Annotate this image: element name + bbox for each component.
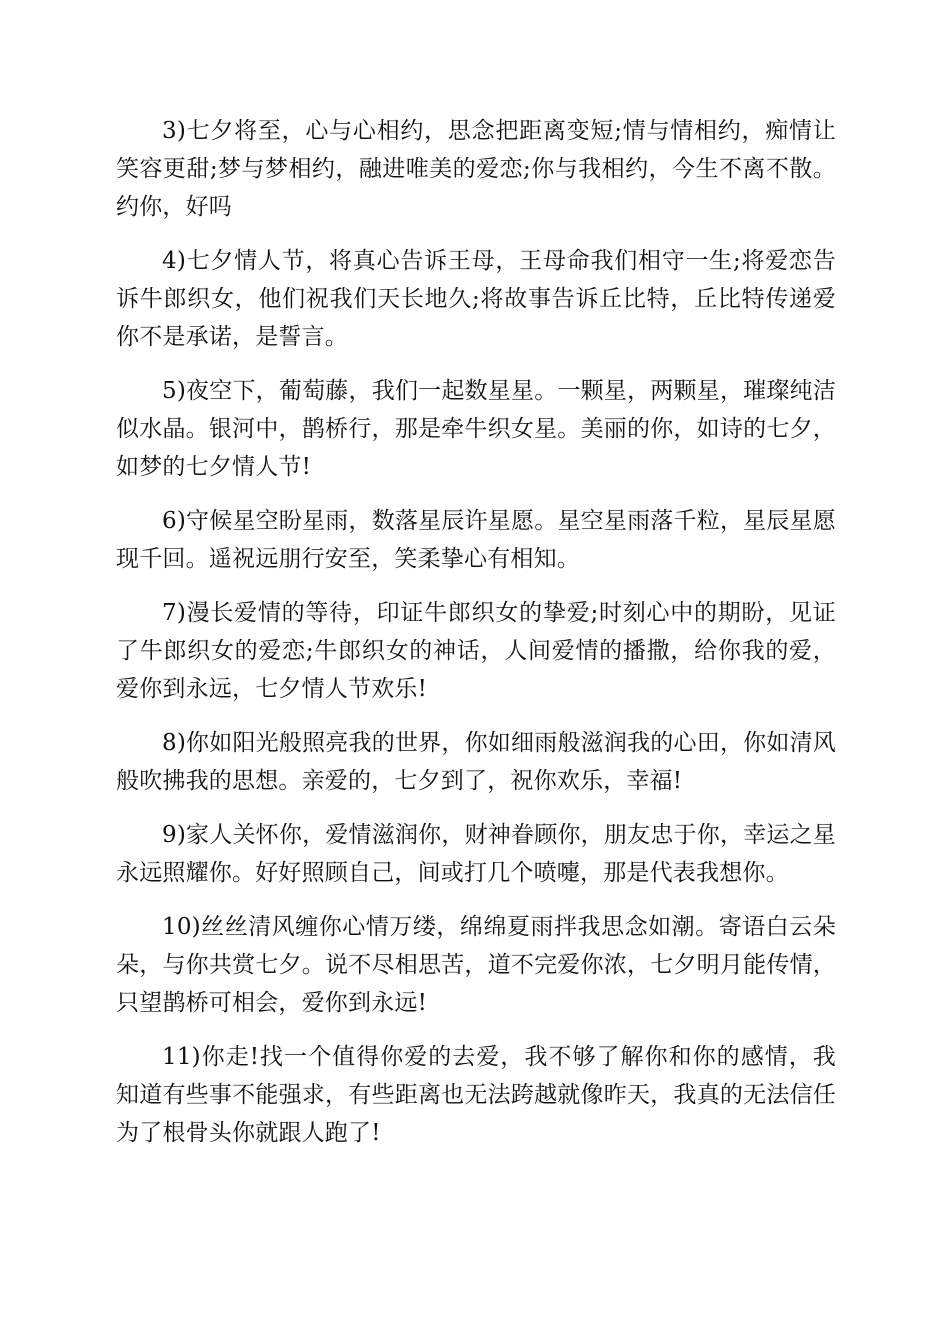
document-body <box>116 112 836 1168</box>
paragraph-3: 3)七夕将至，心与心相约，思念把距离变短;情与情相约，痴情让笑容更甜;梦与梦相约，融进唯美的爱恋;你与我相约，今生不离不散。约你，好吗 <box>116 118 836 220</box>
paragraph-6: 6)守候星空盼星雨，数落星辰许星愿。星空星雨落千粒，星辰星愿现千回。遥祝远朋行安至，笑柔挚心有相知。 <box>116 508 836 572</box>
paragraph-10: 10)丝丝清风缠你心情万缕，绵绵夏雨拌我思念如潮。寄语白云朵朵，与你共赏七夕。说不尽相思苦，道不完爱你浓，七夕明月能传情，只望鹊桥可相会，爱你到永远! <box>116 914 836 1016</box>
paragraph-4: 4)七夕情人节，将真心告诉王母，王母命我们相守一生;将爱恋告诉牛郎织女，他们祝我们天长地久;将故事告诉丘比特，丘比特传递爱你不是承诺，是誓言。 <box>116 248 836 350</box>
paragraph-7: 7)漫长爱情的等待，印证牛郎织女的挚爱;时刻心中的期盼，见证了牛郎织女的爱恋;牛郎织女的神话，人间爱情的播撒，给你我的爱，爱你到永远，七夕情人节欢乐! <box>116 600 836 702</box>
paragraph-8: 8)你如阳光般照亮我的世界，你如细雨般滋润我的心田，你如清风般吹拂我的思想。亲爱的，七夕到了，祝你欢乐，幸福! <box>116 730 836 794</box>
paragraph-5: 5)夜空下，葡萄藤，我们一起数星星。一颗星，两颗星，璀璨纯洁似水晶。银河中，鹊桥行，那是牵牛织女星。美丽的你，如诗的七夕，如梦的七夕情人节! <box>116 378 836 480</box>
paragraph-9: 9)家人关怀你，爱情滋润你，财神眷顾你，朋友忠于你，幸运之星永远照耀你。好好照顾自己，间或打几个喷嚏，那是代表我想你。 <box>116 822 836 886</box>
paragraph-11: 11)你走!找一个值得你爱的去爱，我不够了解你和你的感情，我知道有些事不能强求，有些距离也无法跨越就像昨天，我真的无法信任为了根骨头你就跟人跑了! <box>116 1044 836 1146</box>
